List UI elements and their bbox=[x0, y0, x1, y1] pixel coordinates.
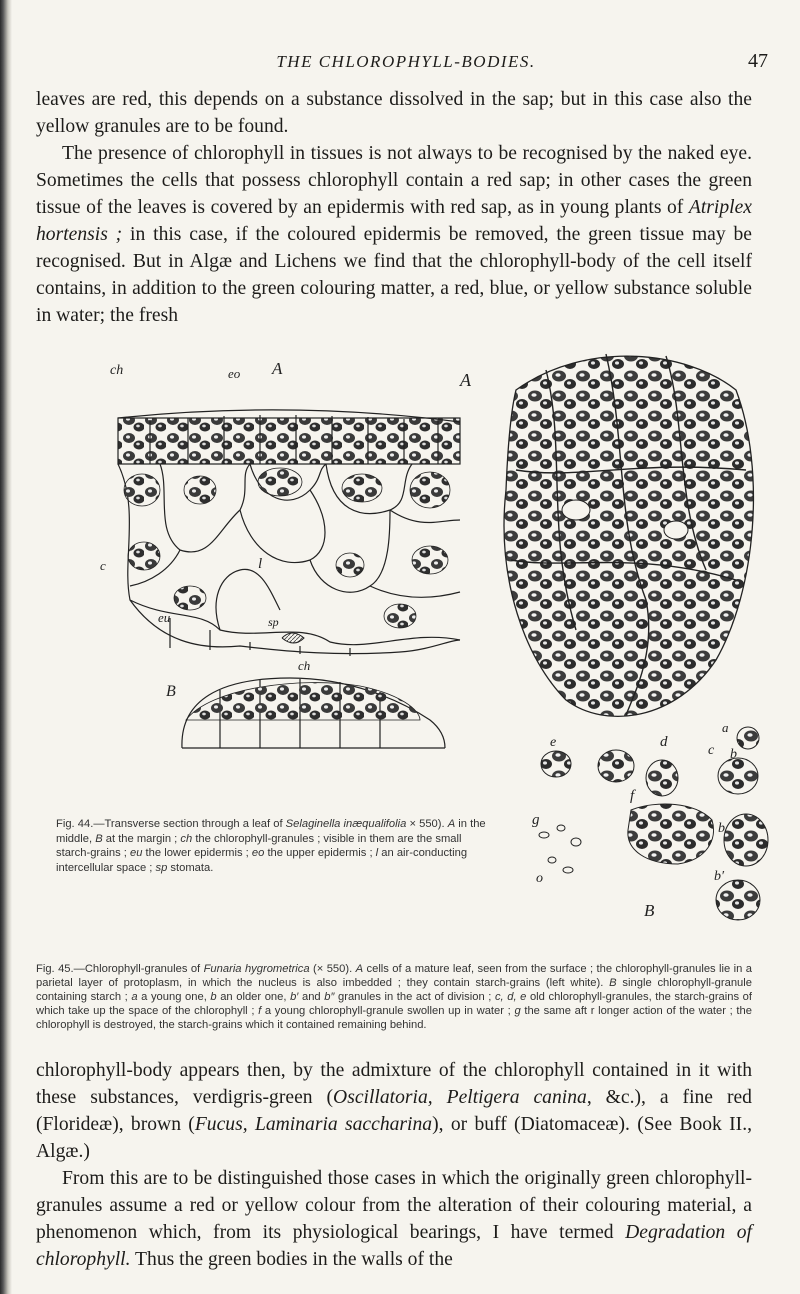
paragraph: chlorophyll-body appears then, by the admixture of the chlorophyll contained in it with these substances, verdigris-green (Oscillatoria, Peltigera canina, &c.), a fine red (Florideæ), brown (Fucus, Laminaria saccharina), or buff (Diatomaceæ). (See Book II., Algæ.) bbox=[36, 1060, 752, 1162]
label-b-mid: b bbox=[718, 821, 725, 836]
label-d: d bbox=[660, 734, 668, 750]
running-head bbox=[36, 52, 776, 76]
label-c-fig45: c bbox=[708, 743, 715, 758]
label-B-fig45: B bbox=[644, 901, 655, 920]
label-b-prime: b′ bbox=[714, 869, 725, 884]
label-A-fig44: A bbox=[272, 360, 283, 378]
label-f: f bbox=[630, 788, 635, 804]
figure-area bbox=[36, 330, 776, 1031]
label-ch-mid: ch bbox=[298, 658, 311, 673]
paragraph: From this are to be distinguished those cases in which the originally green chlorophyll-granules assume a red or yellow colour from the alteration of their colouring material, a phenomenon which, from its physiological bearings, I have termed Degradation of chlorophyll. Thus the green bodies in the walls of the bbox=[36, 1168, 752, 1270]
label-eo: eo bbox=[228, 366, 241, 381]
label-e: e bbox=[550, 735, 557, 750]
figure-44-caption: Fig. 44.—Transverse section through a leaf of Selaginella inæqualifolia × 550). A in the middle, B at the margin ; ch the chlorophyll-granules ; visible in them are the small starch-grains ; eu the lower epidermis ; eo the upper epidermis ; l an air-conducting intercellular space ; sp stomata. bbox=[56, 818, 486, 874]
running-title: THE CHLOROPHYLL-BODIES. bbox=[276, 52, 536, 71]
label-b-top: b bbox=[730, 747, 737, 762]
paragraph: The presence of chlorophyll in tissues is not always to be recognised by the naked eye. Sometimes the cells that possess chlorophyll contain a red sap; in other cases the green tissue of the leaves is covered by an epidermis with red sap, as in young plants of Atriplex hortensis ; in this case, if the coloured epidermis be removed, the green tissue may be recognised. But in Algæ and Lichens we find that the chlorophyll-body of the cell itself contains, in addition to the green colouring matter, a red, blue, or yellow substance soluble in water; the fresh bbox=[36, 143, 752, 326]
label-sp: sp bbox=[268, 615, 279, 629]
label-B-fig44: B bbox=[166, 683, 176, 700]
label-a: a bbox=[722, 720, 729, 735]
label-ch-top: ch bbox=[110, 363, 124, 378]
figure-45-chlorophyll-granules bbox=[456, 330, 776, 930]
label-o: o bbox=[536, 871, 543, 886]
paragraph: leaves are red, this depends on a substance dissolved in the sap; but in this case also the yellow granules are to be found. bbox=[36, 89, 752, 137]
figure-44-leaf-section bbox=[100, 360, 475, 760]
page-number: 47 bbox=[748, 50, 768, 72]
body-text-top bbox=[36, 86, 752, 329]
label-eu: eu bbox=[158, 610, 171, 625]
figure-45-caption: Fig. 45.—Chlorophyll-granules of Funaria hygrometrica (× 550). A cells of a mature leaf, seen from the surface ; the chlorophyll-granules lie in a parietal layer of protoplasm, in which the nucleus is also imbedded ; they contain starch-grains (left white). B single chlorophyll-granule containing starch ; a a young one, b an older one, b′ and b″ granules in the act of division ; c, d, e old chlorophyll-granules, the starch-grains of which take up the space of the chlorophyll ; f a young chlorophyll-granule swollen up in water ; g the same aft r longer action of the water ; the chlorophyll is destroyed, the starch-grains which it contained remaining behind. bbox=[36, 963, 753, 1031]
body-text-bottom bbox=[36, 1057, 752, 1273]
label-l: l bbox=[258, 556, 263, 572]
label-A-fig45: A bbox=[460, 370, 471, 390]
label-g: g bbox=[532, 812, 540, 828]
page-binding-edge bbox=[0, 0, 12, 1294]
label-c: c bbox=[100, 558, 106, 573]
